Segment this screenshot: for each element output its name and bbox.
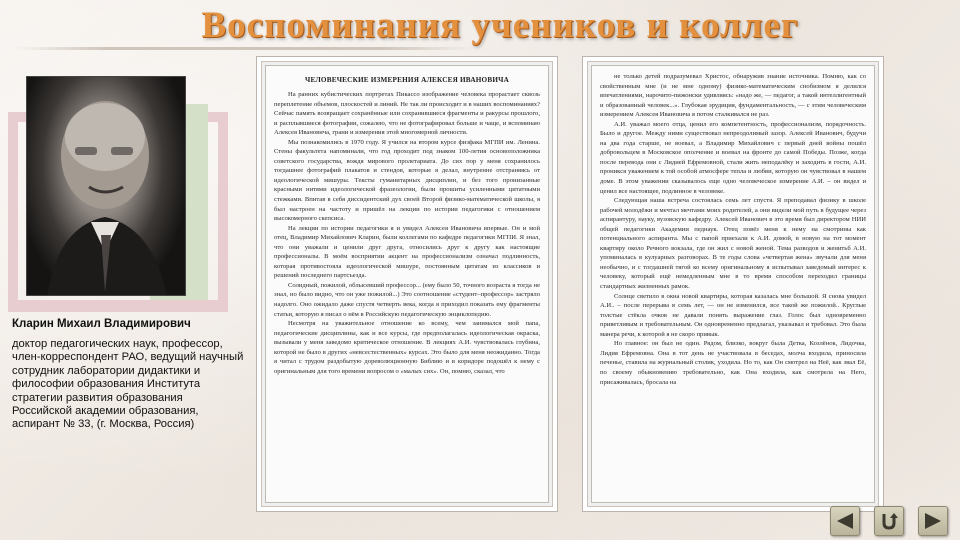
article-paragraph: не только детей подразумевал Христос, обнаружив знание источника. Помню, как со свойственным мне (и не мне одному) физико-математическим снобизмом я делился впечатлениями, нарочито-пижонски удивляясь: «надо же, — педагог, а такой интеллигентный и образованный человек...». Глубокая эрудиция, фундаментальность, — с этим человеческим измерением Алексея Ивановича я потом сталкивался не раз. bbox=[600, 73, 866, 119]
title-underline bbox=[14, 47, 474, 50]
article-paragraph: На лекции по истории педагогики я и увидел Алексея Ивановича впервые. Он и мой отец, Владимир Михайлович Кларин, были коллегами по кафедре педагогики МГПИ. Я знал, что они уважали и ценили друг друга, относились друг к другу как настоящие профессионалы. В моём восприятии акцент на профессионализм означал подлинность, которая противостояла идеологической мишуре, постоянным цитатам из классиков и решений последнего партсъезда. bbox=[274, 224, 540, 280]
article-paragraph: А.И. уважал моего отца, ценил его компетентность, профессионализм, порядочность. Было и другое. Между ними существовал непреодолимый зазор. Алексей Иванович, будучи на два года старше, не воевал, а Владимир Михайлович с первый дней войны пошёл добровольцем в Московское ополчение и воевал на фронте до самой Победы. Позже, когда после перевода они с Лидией Ефремовной, стали жить неподалёку и заходить в гости, А.И. проникся уважением к той особой атмосфере тепла и любви, которую он чувствовал в нашем доме. В этом уважении сказывалось еще одно человеческое измерение А.И. – он видел и ценил все настоящее, подлинное в человеке. bbox=[600, 120, 866, 195]
article-paragraph: На ранних кубистических портретах Пикассо изображение человека прорастает сквозь переплетение объемов, плоскостей и линий. Не так ли происходит и в наших воспоминаниях? Сейчас память возвращает сохранённые или сохранившиеся фрагменты и ракурсы прошлого, и расплывшиеся фотографии, сожалею, что не фотографировал больше и чаще, и вспоминаю Алексея Ивановича, грани и измерения этой многомерной личности. bbox=[274, 91, 540, 137]
article-paragraph: Солидный, пожилой, облысевший профессор... (ему было 50, точного возраста я тогда не знал, но было видно, что он уже пожилой...) Это соотношение «студент–профессор» застряло надолго. Оно ожидало даже спустя четверть века, когда я приходил показать ему фрагменты статьи, которую я писал о нём в Российскую педагогическую энциклопедию. bbox=[274, 281, 540, 318]
person-name: Кларин Михаил Владимирович bbox=[12, 318, 191, 330]
article-paragraph: Но главное: он был не один. Рядом, близко, вокруг была Детка, Козлёнок, Лидочка, Лидия Ефремовна. Она в тот день не участвовала в беседах, молча входила, приносила печенье, ставила на журнальный столик, уходила. Но то, как Он смотрел на Неё, как звал Её, по своему обыкновению требовательно, как Она входила, как смотрела на Него, присаживалась, бросала на bbox=[600, 340, 866, 386]
article-paragraph: Мы познакомились в 1970 году. Я учился на втором курсе физфака МГПИ им. Ленина. Стены факультета напоминали, что год проходит под знаком 100-летия основоположника советского государства, вождя мирового пролетариата. До сих пор у меня сохранилось тогдашнее фотографий плакатов и стендов, которые я делал, внутренне отстраняясь от идеологической мишуры. Тексты гуманитарных дисциплин, и без того пронизанные красными нитями идеологической фразеологии, были прошиты усиленными цитатными стежками. Впитав в себя диссидентский дух своей Второй физико-математической школы, я был настроен на частоту и пришёл на лекции по истории педагогики с отношением высокомерного скепсиса. bbox=[274, 138, 540, 223]
triangle-right-icon bbox=[923, 512, 943, 530]
slide-title: Воспоминания учеников и коллег bbox=[201, 5, 799, 46]
book-page-right bbox=[582, 56, 884, 512]
return-button[interactable] bbox=[874, 506, 904, 536]
portrait-photo bbox=[26, 76, 186, 296]
article-heading: ЧЕЛОВЕЧЕСКИЕ ИЗМЕРЕНИЯ АЛЕКСЕЯ ИВАНОВИЧА bbox=[305, 76, 509, 84]
next-slide-button[interactable] bbox=[918, 506, 948, 536]
article-paragraph: Солнце светило в окна новой квартиры, которая казалась мне большой. Я снова увидел А.И.. – после перерыва в семь лет, — он не изменился, все такой же пожилой.. Круглые толстые стёкла очков не давали понять выражение глаз. Голос был одновременно приветливым и требовательным. Он одновременно предлагал, указывал и требовал. Это была манера речи, к которой я не скоро привык. bbox=[600, 292, 866, 338]
book-page-left bbox=[256, 56, 558, 512]
previous-slide-button[interactable] bbox=[830, 506, 860, 536]
person-description: доктор педагогических наук, профессор, член-корреспондент РАО, ведущий научный сотрудник лаборатории дидактики и философии образования Института стратегии развития образования Российской академии образования, аспирант № 33, (г. Москва, Россия) bbox=[12, 338, 244, 431]
article-paragraph: Следующая наша встреча состоялась семь лет спустя. Я преподавал физику в школе рабочей молодёжи и мечтал мечтами моих родителей, а они видели мой путь в будущее через аспирантуру, науку, вузовскую кафедру. Алексей Иванович в это время был директором НИИ общей педагогики Академии педнаук. Отец повёз меня к нему на смотрины как потенциального аспиранта. Мы с папой приехали к А.И. домой, в новую на тот момент квартиру около Речного вокзала, где он жил с новой женой. Тема разводов и женитьб А.И. упоминалась в кулуарных разговорах. В те годы слова «четвертая жена» звучали для меня необычно, и с тогдашней тягой ко всему оригинальному я испытывал заведомый интерес к человеку, который ещё немедленным мне в то время способом переходил границы стандартных жизненных рамок. bbox=[600, 197, 866, 291]
return-arrow-icon bbox=[879, 511, 899, 531]
triangle-left-icon bbox=[835, 512, 855, 530]
decorative-bar-rose bbox=[8, 300, 228, 308]
article-paragraph: Несмотря на уважительное отношение ко всему, чем занимался мой папа, педагогические дисциплины, как и все курсы, где предполагалась идеологическая окраска, вызывали у меня заведомо критическое отношение. В лекциях А.И. чувствовалась глубина, которой не было в других «невсестественных» курсах. Это было для меня неожиданно. Тогда я читал с трудом раздобытую дореволюционную Библию и в коридоре подошёл к нему с оригинальным для того времени вопросом о «малых сих». Он, помню, сказал, что bbox=[274, 320, 540, 375]
